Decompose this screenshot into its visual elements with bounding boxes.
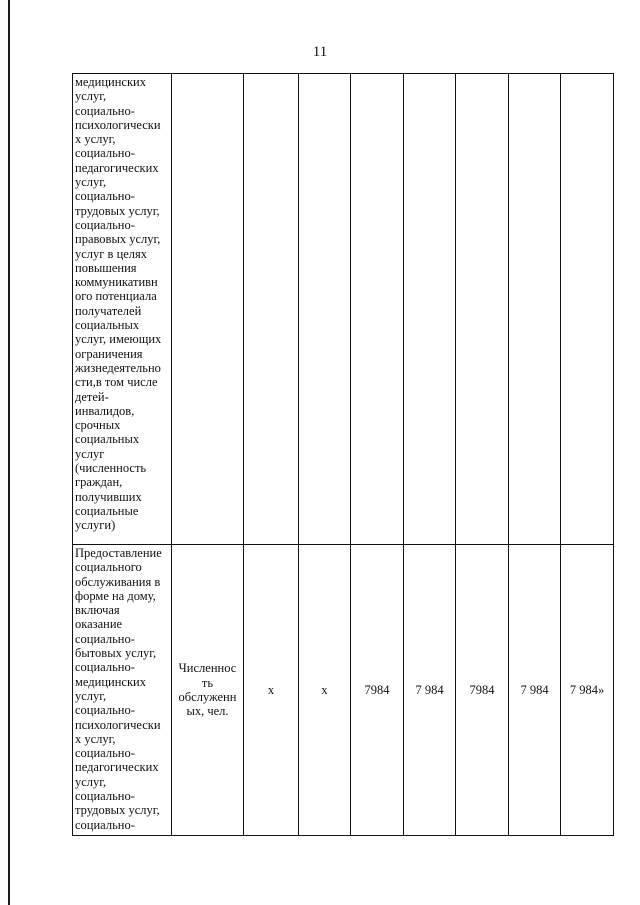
value-cell bbox=[299, 74, 351, 545]
value-cell: 7 984 bbox=[404, 545, 456, 836]
service-name-cell: медицинских услуг, социально- психологически х услуг, социально- педагогических услуг, социально- трудовых услуг, социально- правовых услуг, услуг в целях повышения коммуникативн ого потенциала получателей социальных услуг, имеющих ограничения жизнедеятельно сти,в том числе детей- инвалидов, срочных социальных услуг (численность граждан, получивших социальные услуги) bbox=[73, 74, 172, 545]
value-cell bbox=[404, 74, 456, 545]
unit-cell: Численнос ть обслуженн ых, чел. bbox=[172, 545, 244, 836]
value-cell bbox=[561, 74, 614, 545]
table-row bbox=[73, 74, 614, 545]
value-cell: 7984 bbox=[456, 545, 509, 836]
value-cell bbox=[509, 74, 561, 545]
value-cell: 7 984» bbox=[561, 545, 614, 836]
value-cell: х bbox=[244, 545, 299, 836]
value-cell bbox=[244, 74, 299, 545]
value-cell: 7 984 bbox=[509, 545, 561, 836]
table-row bbox=[73, 545, 614, 836]
value-cell: 7984 bbox=[351, 545, 404, 836]
value-cell bbox=[456, 74, 509, 545]
unit-cell bbox=[172, 74, 244, 545]
value-cell: х bbox=[299, 545, 351, 836]
service-name-cell: Предоставление социального обслуживания в форме на дому, включая оказание социально- бытовых услуг, социально- медицинских услуг, социально- психологически х услуг, социально- педагогических услуг, социально- трудовых услуг, социально- bbox=[73, 545, 172, 836]
page-left-edge bbox=[8, 0, 10, 905]
page-number: 11 bbox=[312, 44, 328, 60]
value-cell bbox=[351, 74, 404, 545]
data-table bbox=[72, 73, 614, 836]
